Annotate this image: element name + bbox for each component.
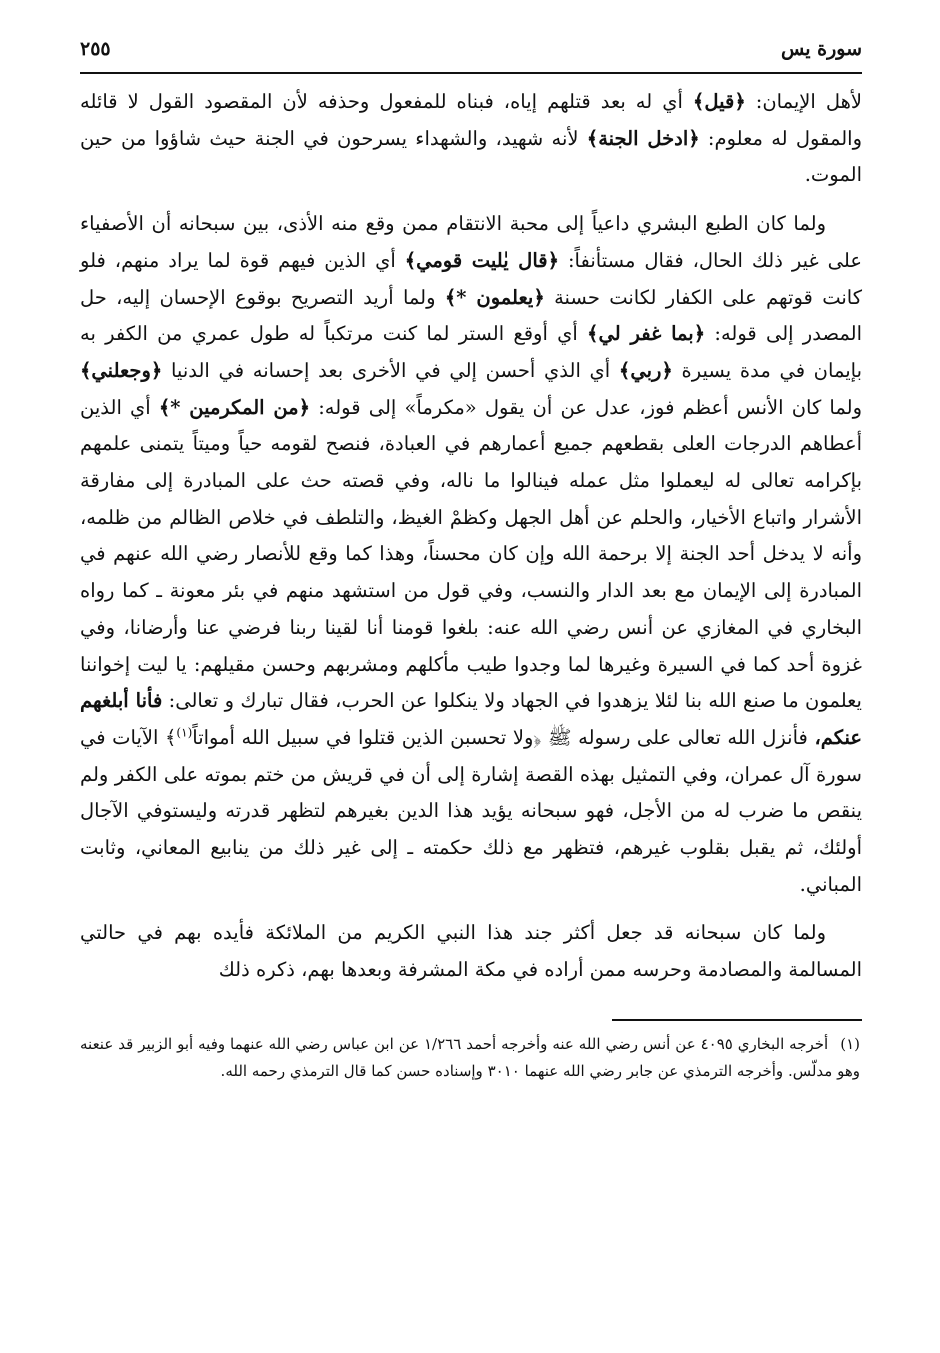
text-run: فأنزل الله تعالى على رسوله ﷺ ﴿ولا تحسبن الذين قتلوا في سبيل الله أمواتاً xyxy=(192,725,815,749)
text-run: أي أوقع الستر لما كنت مرتكباً له طول عمري من الكفر به بإيمان في مدة يسيرة xyxy=(80,322,863,382)
text-run: ولما أريد التصريح بوقوع الإحسان إليه، حل المصدر إلى قوله: xyxy=(80,285,862,346)
text-run: أي الذين فيهم قوة لما يراد منهم، فلو كانت قوتهم على الكفار لكانت حسنة xyxy=(80,248,862,309)
paragraph-2 xyxy=(80,206,862,903)
quran-quote: ﴿ادخل الجنة﴾ xyxy=(586,126,700,150)
quran-quote: ﴿قال يٰليت قومي﴾ xyxy=(404,248,560,272)
footnote-marker: (١) xyxy=(840,1034,860,1053)
footnote xyxy=(80,1031,862,1085)
page-number: ٢٥٥ xyxy=(80,38,111,60)
text-run: لأهل الإيمان: xyxy=(745,90,863,113)
chapter-title: سورة يس xyxy=(781,38,862,60)
footnote-divider xyxy=(612,1019,862,1021)
hadith-quote: فأنا أبلغهم عنكم، xyxy=(80,689,862,749)
text-run: أي له بعد قتلهم إياه، فبناه للمفعول وحذفه لأن المقصود القول لا قائله والمقول له معلوم: xyxy=(80,90,863,150)
quran-quote: ﴿وجعلني﴾ xyxy=(80,358,163,382)
text-run: أي الذي أحسن إلي في الأخرى بعد إحسانه في الدنيا xyxy=(162,358,619,382)
page-header xyxy=(80,30,862,74)
text-run: أي الذين أعطاهم الدرجات العلى بقطعهم جميع أعمارهم في العبادة، فنصح لقومه حياً وميتاً يتمنى علمهم بإكرامه تعالى له ليعملوا مثل عمله فينالوا ما ناله، وفي قصته حث على المبادرة إلى مفارقة الأشرار واتباع الأخيار، والحلم عن أهل الجهل وكظمْ الغيظ، والتلطف في خلاص الظالم من ظلمه، وأنه لا يدخل أحد الجنة إلا برحمة الله وإن كان محسناً، وهذا كما وقع للأنصار رضي الله عنهم في المبادرة إلى الإيمان مع بعد الدار والنسب، وفي قول من استشهد منهم في بئر معونة ـ كما رواه البخاري في المغازي عن أنس رضي الله عنه: بلغوا قومنا أنا لقينا ربنا فرضي عنا وأرضانا، وفي غزوة أحد كما في السيرة وغيرها لما وجدوا طيب مأكلهم ومشربهم وحسن مقيلهم: يا ليت إخواننا يعلمون ما صنع الله بنا لئلا يزهدوا في الجهاد ولا ينكلوا عن الحرب، فقال تبارك و تعالى: xyxy=(80,395,862,713)
footnote-text: أخرجه البخاري ٤٠٩٥ عن أنس رضي الله عنه وأخرجه أحمد ١/٢٦٦ عن ابن عباس رضي الله عنهما وفيه أبو الزبير قد عنعنه وهو مدلّس. وأخرجه الترمذي عن جابر رضي الله عنهما ٣٠١٠ وإسناده حسن كما قال الترمذي رحمه الله. xyxy=(80,1034,860,1080)
text-run: لأنه شهيد، والشهداء يسرحون في الجنة حيث شاؤوا من حين الموت. xyxy=(80,126,862,187)
quran-quote: ﴿يعلمون *﴾ xyxy=(444,285,545,309)
text-run: ﴾ الآيات في سورة آل عمران، وفي التمثيل بهذه القصة إشارة إلى أن في قريش من ختم بموته على الكفر ولم ينقص ما ضرب له من الأجل، فهو سبحانه يؤيد هذا الدين بغيرهم لتظهر قدرته وليستوفي الآجال أولئك، ثم يقبل بقلوب غيرهم، فتظهر مع ذلك حكمته ـ إلى غير ذلك من ينابيع المعاني، وثابت المباني. xyxy=(80,725,862,896)
quran-quote: ﴿قيل﴾ xyxy=(692,90,746,113)
text-run: ولما كان الطبع البشري داعياً إلى محبة الانتقام ممن وقع منه الأذى، بين سبحانه أن الأصفياء على غير ذلك الحال، فقال مستأنفاً: xyxy=(80,212,862,272)
footnote-reference[interactable]: (١) xyxy=(176,725,193,740)
paragraph-1 xyxy=(80,84,862,194)
quran-quote: ﴿من المكرمين *﴾ xyxy=(158,395,311,419)
text-run: ولما كان الأنس أعظم فوز، عدل عن أن يقول «مكرماً» إلى قوله: xyxy=(310,395,862,419)
main-text xyxy=(80,84,862,989)
book-page xyxy=(80,30,862,1320)
text-run: ولما كان سبحانه قد جعل أكثر جند هذا النبي الكريم من الملائكة فأيده بهم في حالتي المسالمة والمصادمة وحرسه ممن أراده في مكة المشرفة وبعدها بهم، ذكره ذلك xyxy=(80,921,862,982)
quran-quote: ﴿بما غفر لي﴾ xyxy=(587,322,706,346)
paragraph-3 xyxy=(80,915,862,988)
quran-quote: ﴿ربي﴾ xyxy=(618,358,673,382)
